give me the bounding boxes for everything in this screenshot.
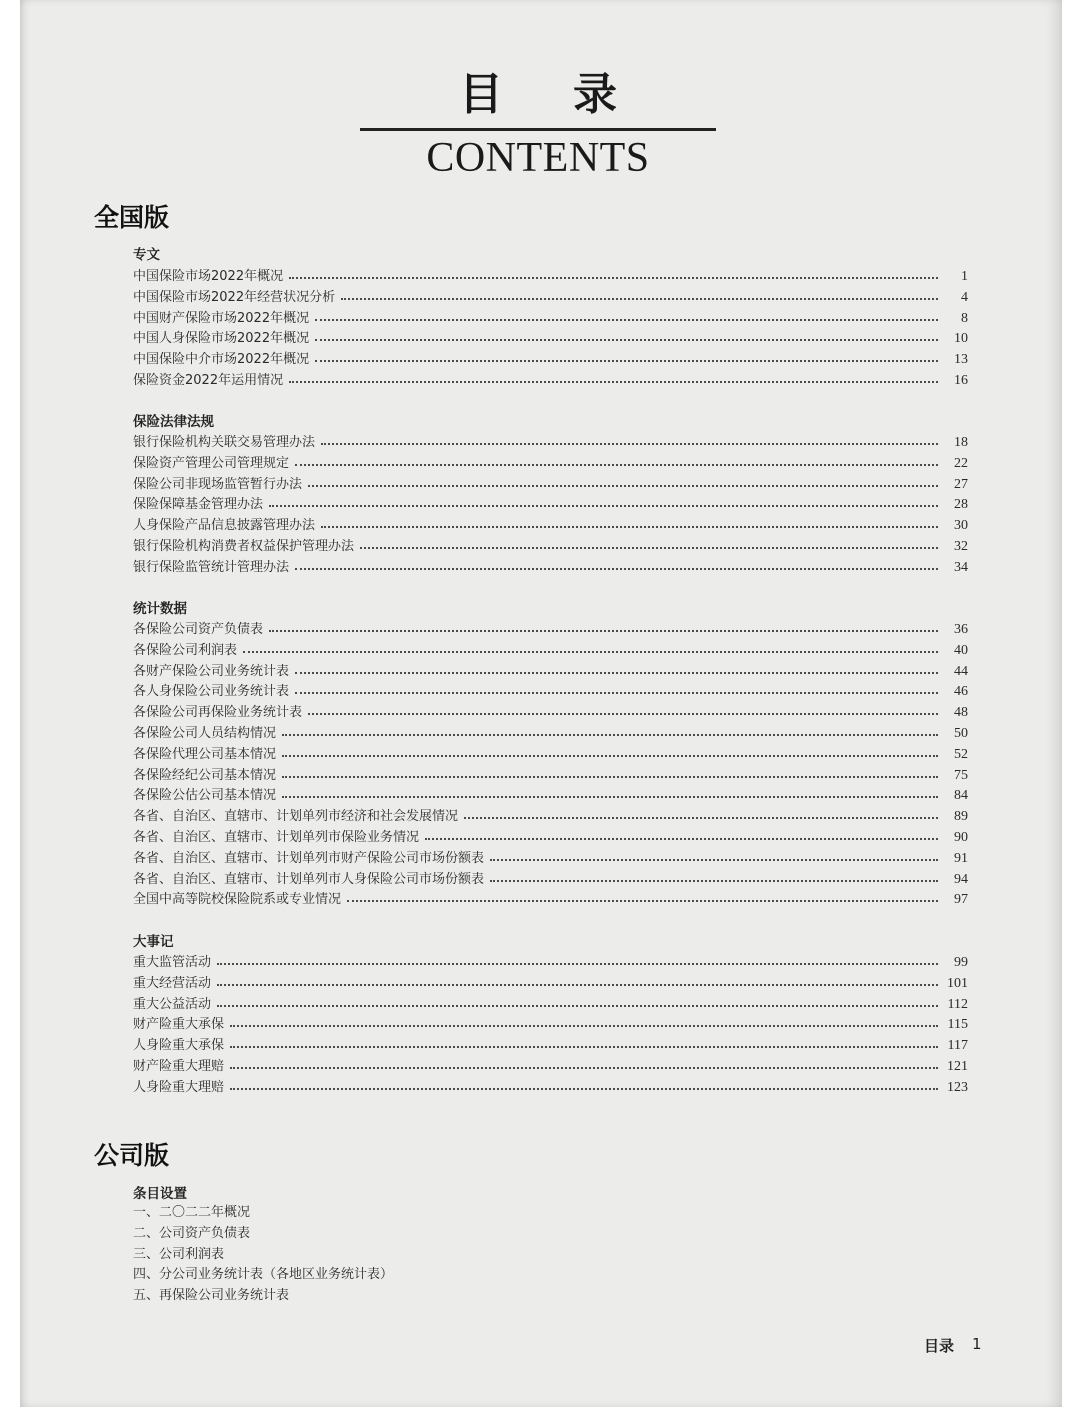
footer-page-number: 1: [972, 1335, 982, 1353]
toc-entry-page-number: 99: [954, 955, 968, 970]
toc-section-title: 专文: [133, 247, 160, 263]
toc-entry-title: 中国财产保险市场2022年概况: [133, 311, 310, 326]
toc-entry-title: 中国人身保险市场2022年概况: [133, 331, 310, 346]
dot-leader: [464, 816, 938, 819]
company-section-title: 条目设置: [133, 1186, 187, 1202]
toc-entry[interactable]: [133, 514, 968, 534]
toc-entry[interactable]: [133, 452, 968, 472]
toc-entry-page-number: 52: [954, 747, 968, 762]
company-entry: 五、再保险公司业务统计表: [133, 1288, 290, 1303]
toc-entry-page-number: 91: [954, 851, 968, 866]
toc-entry-title: 重大经营活动: [133, 976, 212, 991]
dot-leader: [425, 837, 938, 840]
toc-entry-title: 各保险经纪公司基本情况: [133, 768, 277, 783]
toc-entry[interactable]: [133, 1034, 968, 1054]
toc-entry[interactable]: [133, 868, 968, 888]
toc-entry[interactable]: [133, 348, 968, 368]
toc-entry-title: 各省、自治区、直辖市、计划单列市人身保险公司市场份额表: [133, 872, 485, 887]
toc-entry[interactable]: [133, 764, 968, 784]
dot-leader: [308, 484, 938, 487]
toc-entry-title: 各省、自治区、直辖市、计划单列市财产保险公司市场份额表: [133, 851, 485, 866]
toc-entry-page-number: 18: [954, 435, 968, 450]
toc-entry[interactable]: [133, 722, 968, 742]
dot-leader: [282, 754, 938, 757]
toc-entry-title: 重大监管活动: [133, 955, 212, 970]
toc-entry-page-number: 4: [961, 290, 968, 305]
toc-entry[interactable]: [133, 1013, 968, 1033]
toc-entry-title: 银行保险监管统计管理办法: [133, 560, 290, 575]
toc-entry-page-number: 89: [954, 809, 968, 824]
toc-section-title: 保险法律法规: [133, 414, 214, 430]
dot-leader: [269, 504, 938, 507]
toc-entry[interactable]: [133, 618, 968, 638]
title-divider: [360, 128, 716, 131]
toc-entry[interactable]: [133, 826, 968, 846]
toc-entry[interactable]: [133, 743, 968, 763]
dot-leader: [243, 650, 938, 653]
toc-entry[interactable]: [133, 1076, 968, 1096]
toc-entry-title: 各保险公估公司基本情况: [133, 788, 277, 803]
dot-leader: [269, 629, 938, 632]
toc-entry-title: 银行保险机构关联交易管理办法: [133, 435, 316, 450]
toc-entry[interactable]: [133, 1055, 968, 1075]
toc-entry-page-number: 10: [954, 331, 968, 346]
dot-leader: [490, 879, 938, 882]
company-entry: 三、公司利润表: [133, 1247, 225, 1262]
toc-entry-title: 各财产保险公司业务统计表: [133, 664, 290, 679]
dot-leader: [341, 297, 938, 300]
toc-entry-page-number: 36: [954, 622, 968, 637]
toc-entry-page-number: 123: [947, 1080, 968, 1095]
dot-leader: [315, 359, 938, 362]
dot-leader: [282, 795, 938, 798]
toc-entry[interactable]: [133, 680, 968, 700]
company-entry: 一、二〇二二年概况: [133, 1205, 251, 1220]
toc-entry-title: 财产险重大承保: [133, 1017, 225, 1032]
toc-entry-page-number: 8: [961, 311, 968, 326]
dot-leader: [321, 442, 938, 445]
toc-entry[interactable]: [133, 473, 968, 493]
toc-entry-page-number: 112: [947, 997, 968, 1012]
toc-entry-title: 重大公益活动: [133, 997, 212, 1012]
toc-entry-title: 人身险重大理赔: [133, 1080, 225, 1095]
dot-leader: [347, 899, 938, 902]
dot-leader: [295, 671, 938, 674]
company-entry: 四、分公司业务统计表（各地区业务统计表）: [133, 1267, 394, 1282]
toc-entry-title: 人身保险产品信息披露管理办法: [133, 518, 316, 533]
toc-entry[interactable]: [133, 327, 968, 347]
toc-entry-page-number: 117: [947, 1038, 968, 1053]
toc-entry-page-number: 115: [947, 1017, 968, 1032]
toc-entry-page-number: 32: [954, 539, 968, 554]
toc-entry-title: 人身险重大承保: [133, 1038, 225, 1053]
toc-entry-title: 财产险重大理赔: [133, 1059, 225, 1074]
dot-leader: [289, 380, 938, 383]
dot-leader: [295, 463, 938, 466]
toc-entry[interactable]: [133, 307, 968, 327]
toc-entry-page-number: 48: [954, 705, 968, 720]
dot-leader: [230, 1066, 938, 1069]
toc-entry-page-number: 101: [947, 976, 968, 991]
toc-entry[interactable]: [133, 847, 968, 867]
toc-entry-title: 中国保险中介市场2022年概况: [133, 352, 310, 367]
footer-section-label: 目录: [924, 1337, 955, 1355]
toc-entry[interactable]: [133, 369, 968, 389]
dot-leader: [308, 712, 938, 715]
page-title-english: CONTENTS: [426, 135, 650, 181]
toc-entry-title: 保险保障基金管理办法: [133, 497, 264, 512]
company-version-title: 公司版: [94, 1141, 170, 1170]
toc-entry-title: 保险资金2022年运用情况: [133, 373, 284, 388]
dot-leader: [230, 1045, 938, 1048]
toc-entry[interactable]: [133, 535, 968, 555]
dot-leader: [315, 338, 938, 341]
toc-entry-title: 各保险公司利润表: [133, 643, 238, 658]
toc-entry-page-number: 30: [954, 518, 968, 533]
toc-entry-title: 各保险代理公司基本情况: [133, 747, 277, 762]
toc-entry[interactable]: [133, 888, 968, 908]
toc-entry-page-number: 40: [954, 643, 968, 658]
national-version-title: 全国版: [94, 203, 170, 232]
toc-entry-page-number: 121: [947, 1059, 968, 1074]
dot-leader: [217, 1004, 938, 1007]
toc-entry[interactable]: [133, 972, 968, 992]
toc-entry-page-number: 75: [954, 768, 968, 783]
toc-entry-page-number: 46: [954, 684, 968, 699]
toc-entry-page-number: 90: [954, 830, 968, 845]
company-entry: 二、公司资产负债表: [133, 1226, 251, 1241]
toc-entry-page-number: 50: [954, 726, 968, 741]
toc-entry-title: 各保险公司再保险业务统计表: [133, 705, 303, 720]
page-title-chinese: 目录: [459, 69, 687, 120]
toc-entry[interactable]: [133, 805, 968, 825]
toc-entry-title: 各省、自治区、直辖市、计划单列市保险业务情况: [133, 830, 420, 845]
toc-entry-title: 保险公司非现场监管暂行办法: [133, 477, 303, 492]
toc-entry-page-number: 1: [961, 269, 968, 284]
dot-leader: [295, 691, 938, 694]
toc-entry-title: 各人身保险公司业务统计表: [133, 684, 290, 699]
toc-entry-title: 银行保险机构消费者权益保护管理办法: [133, 539, 355, 554]
toc-entry[interactable]: [133, 660, 968, 680]
toc-entry-page-number: 16: [954, 373, 968, 388]
toc-entry-page-number: 44: [954, 664, 968, 679]
dot-leader: [490, 858, 938, 861]
dot-leader: [360, 546, 938, 549]
toc-entry[interactable]: [133, 701, 968, 721]
dot-leader: [315, 318, 938, 321]
toc-section-title: 统计数据: [133, 601, 187, 617]
toc-entry-title: 中国保险市场2022年经营状况分析: [133, 290, 336, 305]
toc-entry-page-number: 94: [954, 872, 968, 887]
toc-entry[interactable]: [133, 639, 968, 659]
toc-entry-title: 各保险公司资产负债表: [133, 622, 264, 637]
toc-entry-page-number: 34: [954, 560, 968, 575]
toc-entry-title: 保险资产管理公司管理规定: [133, 456, 290, 471]
toc-entry-page-number: 22: [954, 456, 968, 471]
toc-entry-page-number: 28: [954, 497, 968, 512]
toc-entry-page-number: 27: [954, 477, 968, 492]
dot-leader: [230, 1024, 938, 1027]
toc-entry[interactable]: [133, 265, 968, 285]
toc-entry[interactable]: [133, 556, 968, 576]
dot-leader: [289, 276, 938, 279]
toc-entry[interactable]: [133, 286, 968, 306]
dot-leader: [321, 525, 938, 528]
toc-entry-title: 各省、自治区、直辖市、计划单列市经济和社会发展情况: [133, 809, 459, 824]
toc-entry[interactable]: [133, 993, 968, 1013]
dot-leader: [230, 1087, 938, 1090]
dot-leader: [217, 983, 938, 986]
toc-entry-title: 全国中高等院校保险院系或专业情况: [133, 892, 342, 907]
toc-entry-title: 各保险公司人员结构情况: [133, 726, 277, 741]
dot-leader: [282, 775, 938, 778]
toc-entry-page-number: 97: [954, 892, 968, 907]
toc-section-title: 大事记: [133, 934, 174, 950]
toc-entry-page-number: 84: [954, 788, 968, 803]
dot-leader: [282, 733, 938, 736]
toc-entry[interactable]: [133, 784, 968, 804]
toc-entry-page-number: 13: [954, 352, 968, 367]
toc-entry[interactable]: [133, 431, 968, 451]
toc-entry-title: 中国保险市场2022年概况: [133, 269, 284, 284]
dot-leader: [295, 567, 938, 570]
toc-entry[interactable]: [133, 493, 968, 513]
toc-entry[interactable]: [133, 951, 968, 971]
dot-leader: [217, 962, 938, 965]
